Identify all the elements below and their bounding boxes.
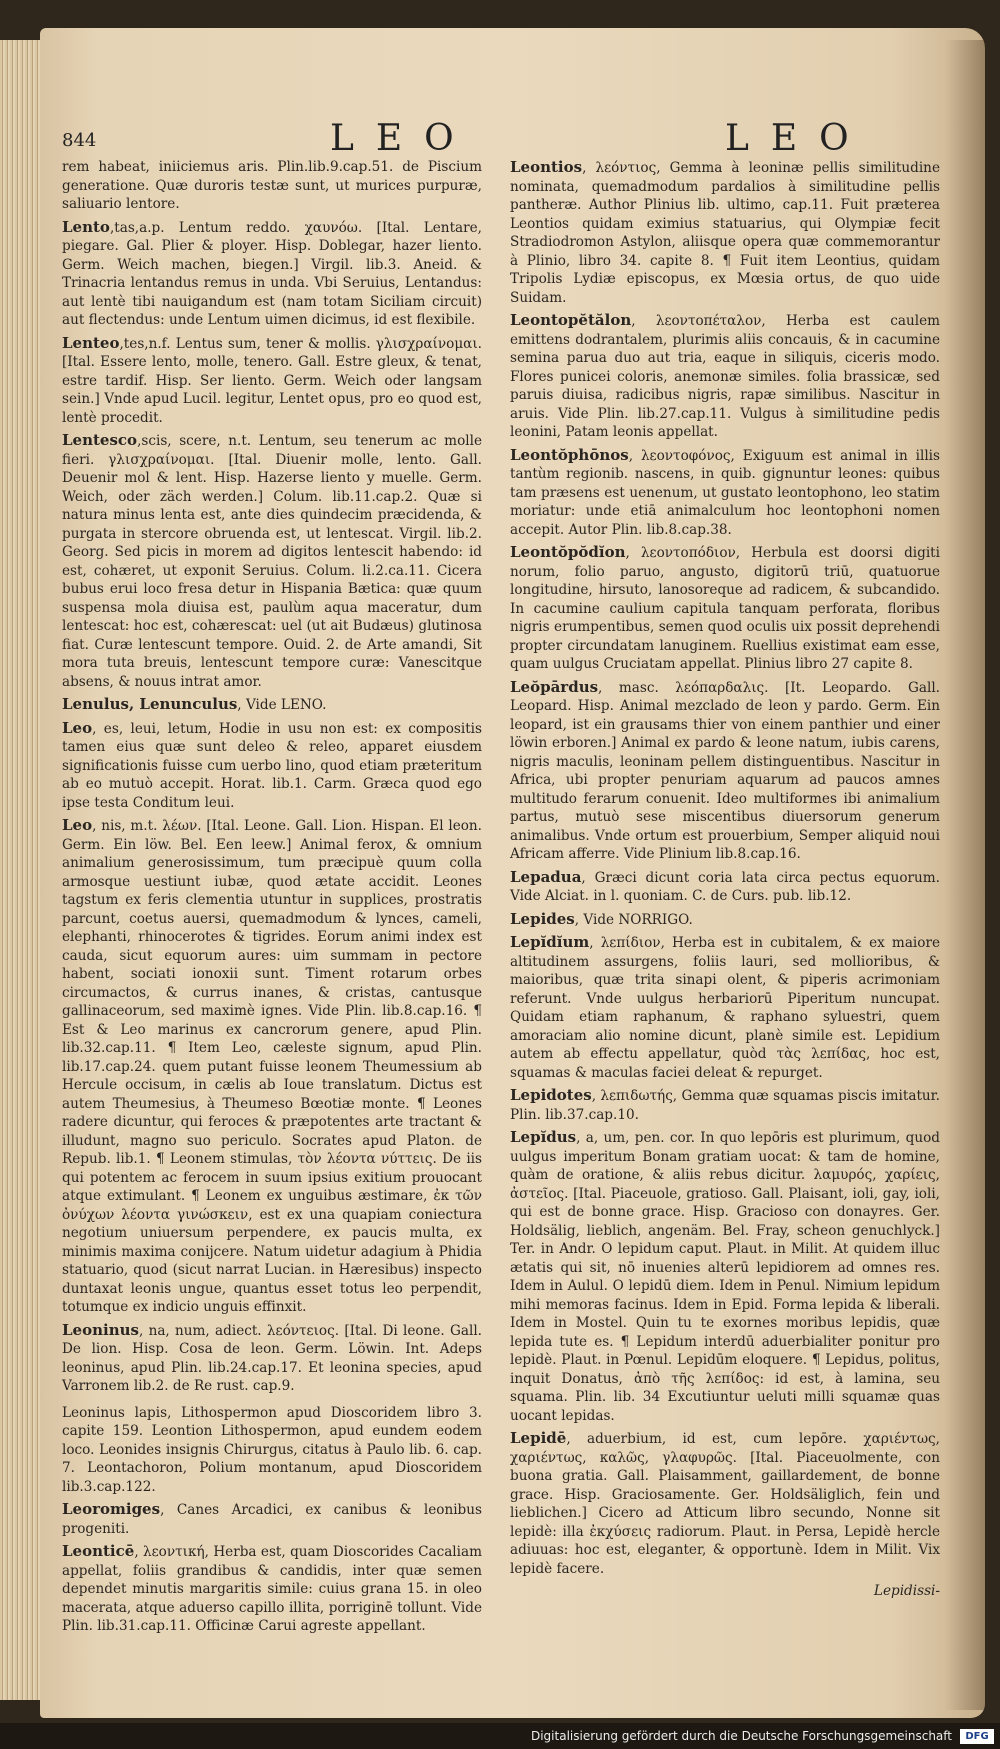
entry-headword: Lenteo: [62, 333, 120, 352]
entry-headword: Leontopĕtălon: [510, 311, 632, 329]
dictionary-entry: [62, 719, 482, 813]
entry-text: , Vide NORRIGO.: [574, 911, 693, 928]
dictionary-entry: [510, 543, 940, 674]
entry-text: ,tas,a.p. Lentum reddo. χαυνόω. [Ital. Lentare, piegare. Gal. Plier & ployer. Hisp. Doblegar, hazer liento. Germ. Weich machen, biegen.] Virgil. lib.3. Aneid. & Trinacria lentandus remus in unda. Vbi Seruius, Lentandus: aut lentè tibi nauigandum est (nam totam Siciliam circuit) aut flectendus: unde Lentum uimen dicimus, id est flexibile.: [62, 219, 482, 328]
entry-headword: Leoninus: [62, 1320, 139, 1339]
book-edge: [0, 40, 40, 1700]
dictionary-entry: [62, 218, 482, 330]
page-curl-shadow: [945, 40, 985, 1710]
dictionary-entry: [62, 1404, 482, 1497]
entry-headword: Lepĭdus: [510, 1128, 577, 1146]
entry-headword: Leo: [62, 718, 93, 737]
dictionary-entry: [510, 868, 940, 906]
entry-headword: Lenulus, Lenunculus: [62, 695, 238, 713]
entry-headword: Leonticē: [62, 1542, 135, 1560]
entry-text: Lepidissi-: [873, 1583, 940, 1599]
footer-credit: Digitalisierung gefördert durch die Deutsche Forschungsgemeinschaft: [530, 1729, 952, 1743]
entry-headword: Lepĭdĭum: [510, 933, 590, 951]
entry-text: , es, leui, letum, Hodie in usu non est: ex compositis tamen eius quæ sunt deleo & releo, apparet eiusdem significationis fuisse cum uerbo lino, quod etiam præteritum ab eo mutuò accepit. Horat. lib.1. Carm. Græca quod ego ipse testa Conditum leui.: [62, 720, 482, 811]
entry-text: , a, um, pen. cor. In quo lepōris est plurimum, quod uulgus imperitum Bonam gratiam uocat: & tam de homine, quàm de oratione, & aliis rebus dicitur. λαμυρός, χαρίεις, ἀστεῖος. [Ital. Piaceuole, gratioso. Gall. Plaisant, ioli, gay, ioli, qui est de bonne grace. Hisp. Gracioso con donayres. Ger. Holdsälig, lieblich, angenäm. Bel. Fray, scheon genuchlyck.] Ter. in Andr. O lepidum caput. Plaut. in Milit. At quidem illuc ætatis qui sit, nō inuenies alterū lepidiorem ad omnes res. Idem in Aulul. O lepidū diem. Idem in Penul. Nimium lepidum mihi memoras facinus. Idem in Epid. Forma lepida & liberali. Idem in Mostel. Quin tu te exornes moribus lepidis, quæ lepida tute es. ¶ Lepidum interdū aduerbialiter ponitur pro lepidè. Plaut. in Pœnul. Lepidūm eloquere. ¶ Lepidus, politus, inquit Donatus, ἀπὸ τῆς λεπίδος: id est, à lamina, seu squama. Plin. lib. 34 Excutiuntur ueluti milli squamæ quas uocant lepidas.: [510, 1130, 940, 1424]
entry-text: , Canes Arcadici, ex canibus & leonibus progeniti.: [62, 1502, 482, 1537]
entry-headword: Lepadua: [510, 867, 582, 886]
dictionary-entry: [510, 1128, 940, 1425]
entry-text: , masc. λεόπαρδαλις. [It. Leopardo. Gall. Leopard. Hisp. Animal mezclado de leon y pardo. Germ. Ein leopard, ist ein grausams thier von einem panthier und einer löwin erboren.] Animal ex pardo & leone natum, iubis carens, nigris maculis, leoninam pellem distinguentibus. Nascitur in Africa, ubi propter penuriam aquarum ad paucos amnes multitudo ferarum conuenit. Ideo multiformes ibi animalium partus, mutuò sese miscentibus diuersorum generum animalibus. Vnde ortum est prouerbium, Semper aliquid noui Africam afferre. Vide Plinium lib.8.cap.16.: [510, 679, 940, 862]
dictionary-entry: [510, 1086, 940, 1124]
dictionary-entry: [510, 933, 940, 1082]
dictionary-entry: [510, 678, 940, 864]
entry-text: , na, num, adiect. λεόντειος. [Ital. Di leone. Gall. De lion. Hisp. Cosa de leon. Germ. Löwin. Int. Adeps leoninus, apud Plin. lib.24.cap.17. Et leonina species, apud Varronem lib.2. de Re rust. cap.9.: [62, 1322, 482, 1394]
entry-headword: Lentesco: [62, 431, 138, 449]
page-header: [0, 118, 1000, 158]
dictionary-entry: [62, 334, 482, 428]
entry-text: , λεπίδιον, Herba est in cubitalem, & ex maiore altitudinem assurgens, foliis lauri, sed mollioribus, & maioribus, quæ trita sinapi olent, & piperis acrimoniam referunt. Vnde uulgus herbariorū Piperitum nuncupat. Quidam etiam raphanum, & raphano syluestri, quem amoraciam alio nomine dicunt, planè simile est. Lepidium autem ab effectu appellatur, quòd τὰς λεπίδας, hoc est, squamas & maculas faciei deleat & repurget.: [510, 935, 940, 1081]
dictionary-entry: [510, 311, 940, 442]
dictionary-entry: [62, 1500, 482, 1538]
dfg-logo: DFG: [960, 1729, 994, 1744]
catchword: [510, 1582, 940, 1601]
entry-text: , λεοντοφόνος, Exiguum est animal in illis tantùm regionib. nascens, in quib. gignuntur leones: quibus tam præsens est uenenum, ut gustato leontophono, leo statim moriatur: unde etiā animalculum hoc leontophoni nomen accepit. Autor Plin. lib.8.cap.38.: [510, 447, 940, 538]
entry-headword: Lepides: [510, 909, 575, 928]
entry-text: ,scis, scere, n.t. Lentum, seu tenerum ac molle fieri. γλισχραίνομαι. [Ital. Diuenir molle, lento. Gall. Deuenir mol & lent. Hisp. Hazerse liento y muelle. Germ. Weich, oder zäch werden.] Colum. lib.11.cap.2. Quæ si natura minus lenta est, ante dies quindecim præcidenda, & purgata in stercore obruenda est, ut lentescat. Virgil. lib.2. Georg. Sed picis in morem ad digitos lentescit habendo: id est, cohæret, ut exponit Seruius. Colum. li.2.ca.11. Cicera bubus erui loco fresa detur in Hispania Bætica: quæ quum suspensa mola diuisa est, paulùm aqua maceratur, dum lentescat: hoc est, cohærescat: uel (ut ait Budæus) glutinosa fiat. Curæ lentescunt tempore. Ouid. 2. de Arte amandi, Sit mora tuta breuis, lentescunt tempore curæ: Vanescitque absens, & nouus intrat amor.: [62, 433, 482, 690]
running-head-right: LEO: [725, 118, 871, 159]
right-column: [510, 158, 940, 1605]
entry-headword: Leo: [62, 816, 93, 834]
entry-text: ,tes,n.f. Lentus sum, tener & mollis. γλισχραίνομαι. [Ital. Essere lento, molle, tenero. Gall. Estre gleux, & tenat, estre tardif. Hisp. Ser liento. Germ. Weich oder langsam sein.] Vnde apud Lucil. legitur, Lentet opus, pro eo quod est, lentè procedit.: [62, 335, 482, 426]
running-head-left: LEO: [330, 118, 476, 159]
entry-headword: Lento: [62, 217, 110, 236]
entry-headword: Leontŏpŏdĭon: [510, 543, 626, 561]
dictionary-entry: [510, 910, 940, 930]
dictionary-entry: [510, 1429, 940, 1578]
entry-headword: Leontŏphōnos: [510, 445, 629, 464]
dictionary-entry: [510, 158, 940, 307]
entry-text: , λεόντιος, Gemma à leoninæ pellis similitudine nominata, quemadmodum pardalios à similitudine pellis pantheræ. Author Plinius lib. ultimo, cap.11. Fuit præterea Leontios quidam eximius statuarius, qui Olympiæ fecit Stradiodromon Astylon, aliisque opera quæ commemorantur à Plinio, libro 34. capite 8. ¶ Fuit item Leontius, quidam Tripolis Lydiæ episcopus, ex Mœsia ortus, de quo uide Suidam.: [510, 160, 940, 306]
dictionary-entry: [62, 695, 482, 715]
dictionary-entry: [510, 446, 940, 540]
page-number: 844: [62, 130, 97, 151]
entry-text: , nis, m.t. λέων. [Ital. Leone. Gall. Lion. Hispan. El leon. Germ. Ein löw. Bel. Een leew.] Animal ferox, & omnium animalium generosissimum, tum præcipuè quum colla armosque uestiunt iubæ, quod ætate accidit. Leones tagstum ex feris clementia utuntur in supplices, prostratis parcunt, coetus auersi, quemadmodum & lynces, cameli, elephanti, rhinocerotes & tigrides. Eorum animi index est cauda, sicut equorum aures: uim summam in pectore habent, sociati ionoxii sunt. Timent rotarum orbes circumactos, & currus inanes, & cristas, cantusque gallinaceorum, sed maximè ignes. Vide Plin. lib.8.cap.16. ¶ Est & Leo marinus ex cancrorum genere, apud Plin. lib.32.cap.11. ¶ Item Leo, cæleste signum, apud Plin. lib.17.cap.24. quem putant fuisse leonem Theumessium ab Hercule occisum, in cælis ab Ioue translatum. Dictus est autem Theumesius, à Theumeso Bœotiæ monte. ¶ Leones radere dicuntur, qui feroces & præpotentes arte tractant & illudunt, magno suo periculo. Socrates apud Platon. de Repub. lib.1. ¶ Leonem stimulas, τὸν λέοντα νύττεις. De iis qui potentem ac ferocem in suum ipsius exitium prouocant atque extimulant. ¶ Leonem ex unguibus æstimare, ἐκ τῶν ὀνύχων λέοντα γινώσκειν, est ex una quapiam coniectura negotium uniuersum perpendere, ex paucis multa, ex minimis maxima conijcere. Natum uidetur adagium à Phidia statuario, quod (sicut narrat Lucian. in Hæresibus) inspecto duntaxat leonis ungue, quantus esset totus leo perpendit, totumque ex indicio unguis effinxit.: [62, 818, 482, 1315]
entry-headword: Leŏpārdus: [510, 677, 599, 696]
entry-text: , λεπιδωτής, Gemma quæ squamas piscis imitatur. Plin. lib.37.cap.10.: [510, 1088, 940, 1123]
entry-text: , Græci dicunt coria lata circa pectus equorum. Vide Alciat. in l. quoniam. C. de Curs. pub. lib.12.: [510, 869, 940, 904]
entry-text: Leoninus lapis, Lithospermon apud Dioscoridem libro 3. capite 159. Leontion Lithospermon, apud eundem eodem loco. Leonides insignis Chirurgus, citatus à Paulo lib. 6. cap. 7. Leontachoron, Polium montanum, apud Dioscoridem lib.3.cap.122.: [62, 1404, 482, 1495]
entry-text: , Vide LENO.: [237, 697, 327, 713]
dictionary-entry: [62, 816, 482, 1317]
left-column: [62, 158, 482, 1640]
dictionary-entry: [62, 1321, 482, 1396]
entry-headword: Leontios: [510, 158, 583, 176]
entry-text: , λεοντική, Herba est, quam Dioscorides Cacaliam appellat, foliis grandibus & candidis, inter quæ semen dependet minutis margaritis simile: cuius grana 15. in oleo macerata, atque aduerso capillo illita, porriginē tollunt. Vide Plin. lib.31.cap.11. Officinæ Carui agreste appellant.: [62, 1544, 482, 1634]
entry-text: , aduerbium, id est, cum lepōre. χαριέντως, χαριέντως, καλῶς, γλαφυρῶς. [Ital. Piaceuolmente, con buona gratia. Gall. Plaisamment, gaillardement, de bonne grace. Hisp. Graciosamente. Ger. Holdsäliglich, fein und lieblichen.] Cicero ad Atticum libro secundo, Nonne sit lepidè: illa ἐκχύσεις radiorum. Plaut. in Persa, Lepidè hercle adiuuas: hoc est, eleganter, & opportunè. Idem in Milit. Vix lepidè facere.: [510, 1431, 940, 1577]
entry-text: , λεοντοπέταλον, Herba est caulem emittens dodrantalem, plurimis aliis concauis, & in cacumine semina parua duo aut tria, eaque in siliquis, ciceris modo. Flores punicei coloris, anemonæ similes. folia brassicæ, sed paruis diuisa, radicibus nigris, rapæ similibus. Nascitur in aruis. Vide Plin. lib.27.cap.11. Vulgus à similitudine pedis leonini, Patam leonis appellat.: [510, 313, 940, 440]
dictionary-entry: [62, 1542, 482, 1636]
entry-headword: Lepidē: [510, 1429, 567, 1447]
entry-text: , λεοντοπόδιον, Herbula est doorsi digiti norum, folio paruo, angusto, digitorū triū, quatuorue longitudine, hirsuto, lanosoreque ad radicem, & subcandido. In cacumine caulium capitula tanquam perforata, floribus nigris erumpentibus, semen quod oculis uix possit deprehendi propter circundatam lanuginem. Ruellius existimat eam esse, quam uulgus Cruciatam appellat. Plinius libro 27 capite 8.: [510, 545, 940, 672]
entry-headword: Leoromiges: [62, 1500, 161, 1518]
dictionary-entry: [62, 158, 482, 214]
entry-text: rem habeat, iniiciemus aris. Plin.lib.9.cap.51. de Piscium generatione. Quæ duroris testæ sunt, ut murices purpuræ, saliuario lentore.: [62, 159, 482, 212]
digitization-footer: [0, 1723, 1000, 1749]
entry-headword: Lepidotes: [510, 1086, 592, 1104]
dictionary-entry: [62, 431, 482, 691]
